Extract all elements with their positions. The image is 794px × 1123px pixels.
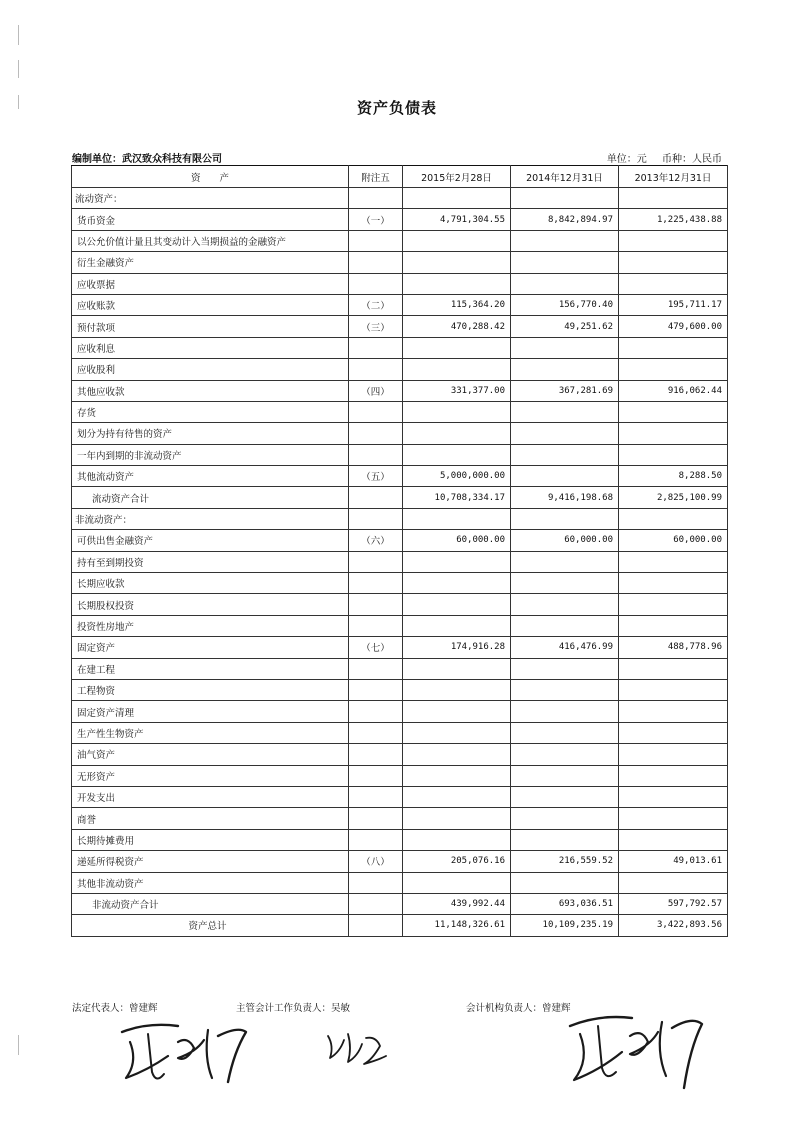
row-note-ref (349, 252, 403, 273)
row-item-label: 预付款项 (72, 316, 349, 337)
header-assets: 资 产 (72, 166, 349, 188)
row-value-2015 (403, 551, 511, 572)
row-value-2014 (511, 252, 619, 273)
row-value-2013 (619, 551, 728, 572)
row-value-2015 (403, 423, 511, 444)
row-item-label: 应收股利 (72, 359, 349, 380)
row-value-2015 (403, 359, 511, 380)
row-value-2013 (619, 744, 728, 765)
row-value-2013 (619, 722, 728, 743)
table-row (72, 786, 728, 807)
row-note-ref (349, 573, 403, 594)
row-value-2014: 8,842,894.97 (511, 209, 619, 230)
row-value-2014 (511, 230, 619, 251)
row-item-label: 无形资产 (72, 765, 349, 786)
row-note-ref (349, 701, 403, 722)
table-row (72, 530, 728, 551)
row-value-2014 (511, 701, 619, 722)
header-2013: 2013年12月31日 (619, 166, 728, 188)
unit-label: 单位：元 (606, 154, 647, 165)
row-value-2013 (619, 508, 728, 529)
row-value-2015 (403, 401, 511, 422)
row-note-ref: （六） (349, 530, 403, 551)
accounting-head-label: 主管会计工作负责人：吴敏 (236, 1003, 351, 1014)
row-value-2013: 488,778.96 (619, 637, 728, 658)
row-value-2013 (619, 701, 728, 722)
row-value-2015 (403, 658, 511, 679)
table-row (72, 230, 728, 251)
row-value-2013 (619, 829, 728, 850)
row-value-2014 (511, 444, 619, 465)
row-value-2014 (511, 594, 619, 615)
row-value-2014 (511, 401, 619, 422)
row-note-ref: （四） (349, 380, 403, 401)
scan-edge-mark (18, 1035, 19, 1055)
row-value-2014 (511, 423, 619, 444)
scan-edge-mark (18, 60, 19, 78)
legal-rep-label: 法定代表人：曾建辉 (72, 1003, 158, 1014)
row-value-2015 (403, 765, 511, 786)
row-item-label: 可供出售金融资产 (72, 530, 349, 551)
row-value-2015: 4,791,304.55 (403, 209, 511, 230)
row-value-2015 (403, 615, 511, 636)
preparer-label: 编制单位：武汉致众科技有限公司 (72, 154, 222, 165)
row-item-label: 划分为持有待售的资产 (72, 423, 349, 444)
row-note-ref (349, 658, 403, 679)
table-row (72, 487, 728, 508)
row-value-2014: 9,416,198.68 (511, 487, 619, 508)
header-note: 附注五 (349, 166, 403, 188)
row-value-2014 (511, 337, 619, 358)
row-value-2014: 10,109,235.19 (511, 915, 619, 936)
row-value-2013: 49,013.61 (619, 851, 728, 872)
row-value-2015: 5,000,000.00 (403, 466, 511, 487)
row-value-2014 (511, 786, 619, 807)
row-value-2013: 916,062.44 (619, 380, 728, 401)
row-note-ref: （二） (349, 294, 403, 315)
table-row (72, 316, 728, 337)
row-value-2015 (403, 252, 511, 273)
row-item-label: 工程物资 (72, 679, 349, 700)
row-item-label: 长期待摊费用 (72, 829, 349, 850)
row-note-ref (349, 744, 403, 765)
row-item-label: 固定资产 (72, 637, 349, 658)
table-row (72, 294, 728, 315)
row-value-2014 (511, 508, 619, 529)
row-value-2015 (403, 337, 511, 358)
unit-currency (595, 150, 722, 165)
row-value-2014: 367,281.69 (511, 380, 619, 401)
table-row (72, 444, 728, 465)
row-value-2015 (403, 722, 511, 743)
table-row (72, 679, 728, 700)
table-row (72, 808, 728, 829)
row-note-ref (349, 359, 403, 380)
row-note-ref (349, 551, 403, 572)
row-value-2015 (403, 744, 511, 765)
row-value-2015 (403, 786, 511, 807)
row-value-2014 (511, 722, 619, 743)
row-value-2014: 693,036.51 (511, 893, 619, 914)
table-row (72, 658, 728, 679)
row-value-2014 (511, 658, 619, 679)
row-item-label: 在建工程 (72, 658, 349, 679)
row-value-2013: 479,600.00 (619, 316, 728, 337)
row-value-2014 (511, 829, 619, 850)
table-row (72, 872, 728, 893)
table-row (72, 722, 728, 743)
row-value-2013: 8,288.50 (619, 466, 728, 487)
row-item-label: 长期股权投资 (72, 594, 349, 615)
row-value-2013 (619, 786, 728, 807)
row-item-label: 应收账款 (72, 294, 349, 315)
table-row (72, 401, 728, 422)
table-row (72, 359, 728, 380)
row-value-2015 (403, 444, 511, 465)
row-value-2014: 60,000.00 (511, 530, 619, 551)
row-note-ref (349, 273, 403, 294)
table-row (72, 744, 728, 765)
table-row (72, 701, 728, 722)
accounting-org-head-signature (560, 1002, 710, 1092)
row-note-ref (349, 765, 403, 786)
row-item-label: 生产性生物资产 (72, 722, 349, 743)
row-value-2013 (619, 423, 728, 444)
row-value-2013 (619, 188, 728, 209)
row-value-2013: 195,711.17 (619, 294, 728, 315)
row-value-2013 (619, 594, 728, 615)
table-row (72, 188, 728, 209)
row-note-ref (349, 679, 403, 700)
row-note-ref (349, 893, 403, 914)
row-value-2015: 10,708,334.17 (403, 487, 511, 508)
row-value-2013 (619, 444, 728, 465)
row-value-2013 (619, 615, 728, 636)
row-note-ref (349, 915, 403, 936)
row-value-2013 (619, 401, 728, 422)
row-value-2014 (511, 551, 619, 572)
row-item-label: 商誉 (72, 808, 349, 829)
row-value-2015: 115,364.20 (403, 294, 511, 315)
row-value-2014 (511, 765, 619, 786)
row-item-label: 流动资产： (72, 188, 349, 209)
table-row (72, 637, 728, 658)
currency-label: 币种：人民币 (662, 154, 722, 165)
row-note-ref (349, 401, 403, 422)
row-value-2014 (511, 466, 619, 487)
row-value-2014 (511, 359, 619, 380)
legal-rep-signature (108, 1012, 258, 1092)
row-note-ref: （七） (349, 637, 403, 658)
accounting-org-head-label: 会计机构负责人：曾建辉 (466, 1003, 571, 1014)
row-value-2014 (511, 808, 619, 829)
row-note-ref: （三） (349, 316, 403, 337)
table-row (72, 273, 728, 294)
row-item-label: 资产总计 (72, 915, 349, 936)
row-item-label: 应收利息 (72, 337, 349, 358)
row-item-label: 非流动资产合计 (72, 893, 349, 914)
scan-edge-mark (18, 25, 19, 45)
table-row (72, 594, 728, 615)
document-title: 资产负债表 (356, 99, 437, 117)
row-value-2015 (403, 188, 511, 209)
row-note-ref (349, 829, 403, 850)
row-value-2015 (403, 594, 511, 615)
row-item-label: 流动资产合计 (72, 487, 349, 508)
row-value-2013 (619, 765, 728, 786)
row-item-label: 投资性房地产 (72, 615, 349, 636)
table-row (72, 466, 728, 487)
row-value-2015: 11,148,326.61 (403, 915, 511, 936)
row-value-2013: 60,000.00 (619, 530, 728, 551)
row-value-2014 (511, 573, 619, 594)
row-value-2013 (619, 573, 728, 594)
row-item-label: 开发支出 (72, 786, 349, 807)
row-note-ref (349, 230, 403, 251)
row-note-ref (349, 487, 403, 508)
row-note-ref (349, 444, 403, 465)
row-item-label: 递延所得税资产 (72, 851, 349, 872)
row-value-2015 (403, 679, 511, 700)
row-value-2013 (619, 359, 728, 380)
table-row (72, 551, 728, 572)
row-item-label: 以公允价值计量且其变动计入当期损益的金融资产 (72, 230, 349, 251)
table-row (72, 893, 728, 914)
row-value-2014 (511, 273, 619, 294)
row-item-label: 货币资金 (72, 209, 349, 230)
row-note-ref (349, 508, 403, 529)
row-value-2013 (619, 679, 728, 700)
row-value-2013 (619, 273, 728, 294)
row-value-2013 (619, 230, 728, 251)
row-note-ref (349, 188, 403, 209)
row-value-2015: 205,076.16 (403, 851, 511, 872)
row-item-label: 应收票据 (72, 273, 349, 294)
table-row (72, 573, 728, 594)
row-value-2014 (511, 744, 619, 765)
table-row (72, 337, 728, 358)
row-value-2013 (619, 252, 728, 273)
row-item-label: 非流动资产： (72, 508, 349, 529)
row-item-label: 其他应收款 (72, 380, 349, 401)
row-note-ref: （五） (349, 466, 403, 487)
row-value-2014 (511, 872, 619, 893)
table-row (72, 765, 728, 786)
row-item-label: 持有至到期投资 (72, 551, 349, 572)
row-note-ref (349, 808, 403, 829)
row-note-ref (349, 615, 403, 636)
row-value-2015 (403, 273, 511, 294)
row-item-label: 油气资产 (72, 744, 349, 765)
row-item-label: 一年内到期的非流动资产 (72, 444, 349, 465)
row-value-2013: 1,225,438.88 (619, 209, 728, 230)
row-note-ref (349, 872, 403, 893)
row-value-2015: 174,916.28 (403, 637, 511, 658)
row-value-2015: 470,288.42 (403, 316, 511, 337)
row-note-ref: （一） (349, 209, 403, 230)
table-row (72, 915, 728, 936)
row-value-2014 (511, 679, 619, 700)
row-value-2013: 3,422,893.56 (619, 915, 728, 936)
header-2015: 2015年2月28日 (403, 166, 511, 188)
row-value-2014: 49,251.62 (511, 316, 619, 337)
row-item-label: 衍生金融资产 (72, 252, 349, 273)
row-item-label: 其他非流动资产 (72, 872, 349, 893)
row-value-2015 (403, 829, 511, 850)
row-value-2015 (403, 808, 511, 829)
table-row (72, 508, 728, 529)
balance-sheet-table (71, 165, 728, 937)
table-row (72, 615, 728, 636)
row-item-label: 其他流动资产 (72, 466, 349, 487)
table-row (72, 851, 728, 872)
row-value-2014 (511, 188, 619, 209)
row-item-label: 存货 (72, 401, 349, 422)
row-item-label: 长期应收款 (72, 573, 349, 594)
row-value-2014: 216,559.52 (511, 851, 619, 872)
row-value-2014: 416,476.99 (511, 637, 619, 658)
table-row (72, 209, 728, 230)
row-value-2013: 597,792.57 (619, 893, 728, 914)
table-row (72, 252, 728, 273)
table-row (72, 380, 728, 401)
header-row (72, 166, 728, 188)
table-row (72, 423, 728, 444)
row-note-ref: （八） (349, 851, 403, 872)
row-value-2013 (619, 808, 728, 829)
row-value-2013 (619, 337, 728, 358)
row-note-ref (349, 786, 403, 807)
row-value-2013 (619, 658, 728, 679)
row-value-2015 (403, 573, 511, 594)
row-value-2015: 439,992.44 (403, 893, 511, 914)
table-row (72, 829, 728, 850)
accounting-head-signature (322, 1026, 392, 1071)
row-value-2014: 156,770.40 (511, 294, 619, 315)
row-value-2015 (403, 872, 511, 893)
row-value-2015 (403, 508, 511, 529)
row-note-ref (349, 594, 403, 615)
row-note-ref (349, 722, 403, 743)
row-value-2015 (403, 230, 511, 251)
row-value-2013 (619, 872, 728, 893)
row-value-2015: 60,000.00 (403, 530, 511, 551)
row-note-ref (349, 423, 403, 444)
header-2014: 2014年12月31日 (511, 166, 619, 188)
row-value-2013: 2,825,100.99 (619, 487, 728, 508)
row-value-2014 (511, 615, 619, 636)
row-value-2015 (403, 701, 511, 722)
row-value-2015: 331,377.00 (403, 380, 511, 401)
row-item-label: 固定资产清理 (72, 701, 349, 722)
row-note-ref (349, 337, 403, 358)
